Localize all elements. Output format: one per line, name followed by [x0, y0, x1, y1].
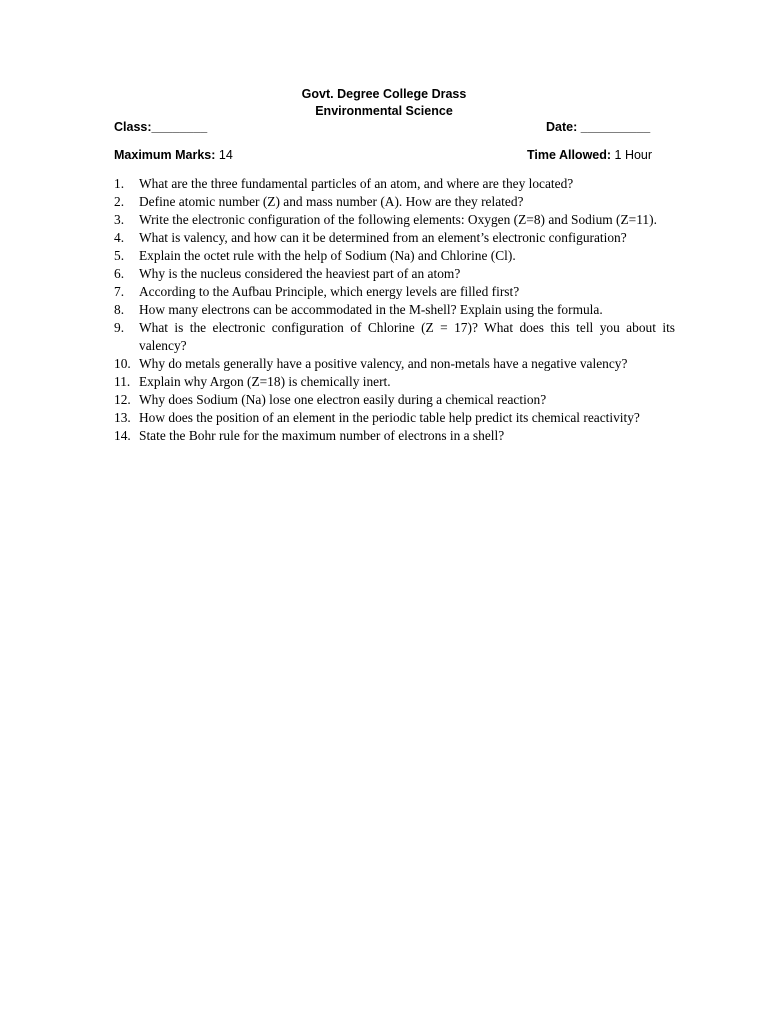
question-item [114, 355, 675, 373]
question-number: 5. [114, 248, 125, 263]
question-text: Write the electronic configuration of the following elements: Oxygen (Z=8) and Sodium (Z=11). [139, 212, 657, 227]
time-value: 1 Hour [611, 148, 653, 162]
question-text: Why do metals generally have a positive valency, and non-metals have a negative valency? [139, 356, 628, 371]
question-number: 13. [114, 410, 131, 425]
question-text: What are the three fundamental particles of an atom, and where are they located? [139, 176, 574, 191]
date-field [546, 120, 650, 134]
question-text: State the Bohr rule for the maximum number of electrons in a shell? [139, 428, 505, 443]
question-number: 12. [114, 392, 131, 407]
marks-label: Maximum Marks: [114, 148, 216, 162]
question-item [114, 283, 675, 301]
time-label: Time Allowed: [527, 148, 612, 162]
question-item [114, 319, 675, 355]
question-text: What is valency, and how can it be determined from an element’s electronic configuration? [139, 230, 627, 245]
question-text: Why does Sodium (Na) lose one electron easily during a chemical reaction? [139, 392, 547, 407]
question-item [114, 391, 675, 409]
class-field [114, 120, 207, 134]
question-number: 7. [114, 284, 125, 299]
question-item [114, 193, 675, 211]
question-text: What is the electronic configuration of Chlorine (Z = 17)? What does this tell you about its valency? [139, 320, 675, 353]
question-number: 9. [114, 320, 125, 335]
question-number: 14. [114, 428, 131, 443]
subject-title: Environmental Science [315, 104, 453, 118]
question-text: How does the position of an element in the periodic table help predict its chemical reactivity? [139, 410, 640, 425]
date-label: Date: [546, 120, 578, 134]
question-item [114, 211, 675, 229]
question-list [114, 175, 675, 445]
question-item [114, 247, 675, 265]
question-number: 1. [114, 176, 125, 191]
question-number: 2. [114, 194, 125, 209]
question-item [114, 229, 675, 247]
college-title: Govt. Degree College Drass [301, 87, 467, 101]
question-item [114, 409, 675, 427]
question-text: According to the Aufbau Principle, which energy levels are filled first? [139, 284, 520, 299]
question-item [114, 427, 675, 445]
class-blank: ________ [151, 120, 208, 134]
question-number: 3. [114, 212, 125, 227]
question-text: How many electrons can be accommodated in the M-shell? Explain using the formula. [139, 302, 603, 317]
time-allowed [527, 148, 652, 162]
question-text: Why is the nucleus considered the heaviest part of an atom? [139, 266, 461, 281]
question-number: 6. [114, 266, 125, 281]
question-number: 11. [114, 374, 131, 389]
question-number: 10. [114, 356, 131, 371]
marks-value: 14 [215, 148, 233, 162]
question-number: 8. [114, 302, 125, 317]
class-label: Class: [114, 120, 152, 134]
question-text: Explain the octet rule with the help of Sodium (Na) and Chlorine (Cl). [139, 248, 516, 263]
question-text: Define atomic number (Z) and mass number (A). How are they related? [139, 194, 524, 209]
question-text: Explain why Argon (Z=18) is chemically inert. [139, 374, 391, 389]
maximum-marks [114, 148, 233, 162]
question-number: 4. [114, 230, 125, 245]
date-blank: __________ [577, 120, 651, 134]
question-item [114, 301, 675, 319]
question-item [114, 265, 675, 283]
question-item [114, 175, 675, 193]
question-item [114, 373, 675, 391]
